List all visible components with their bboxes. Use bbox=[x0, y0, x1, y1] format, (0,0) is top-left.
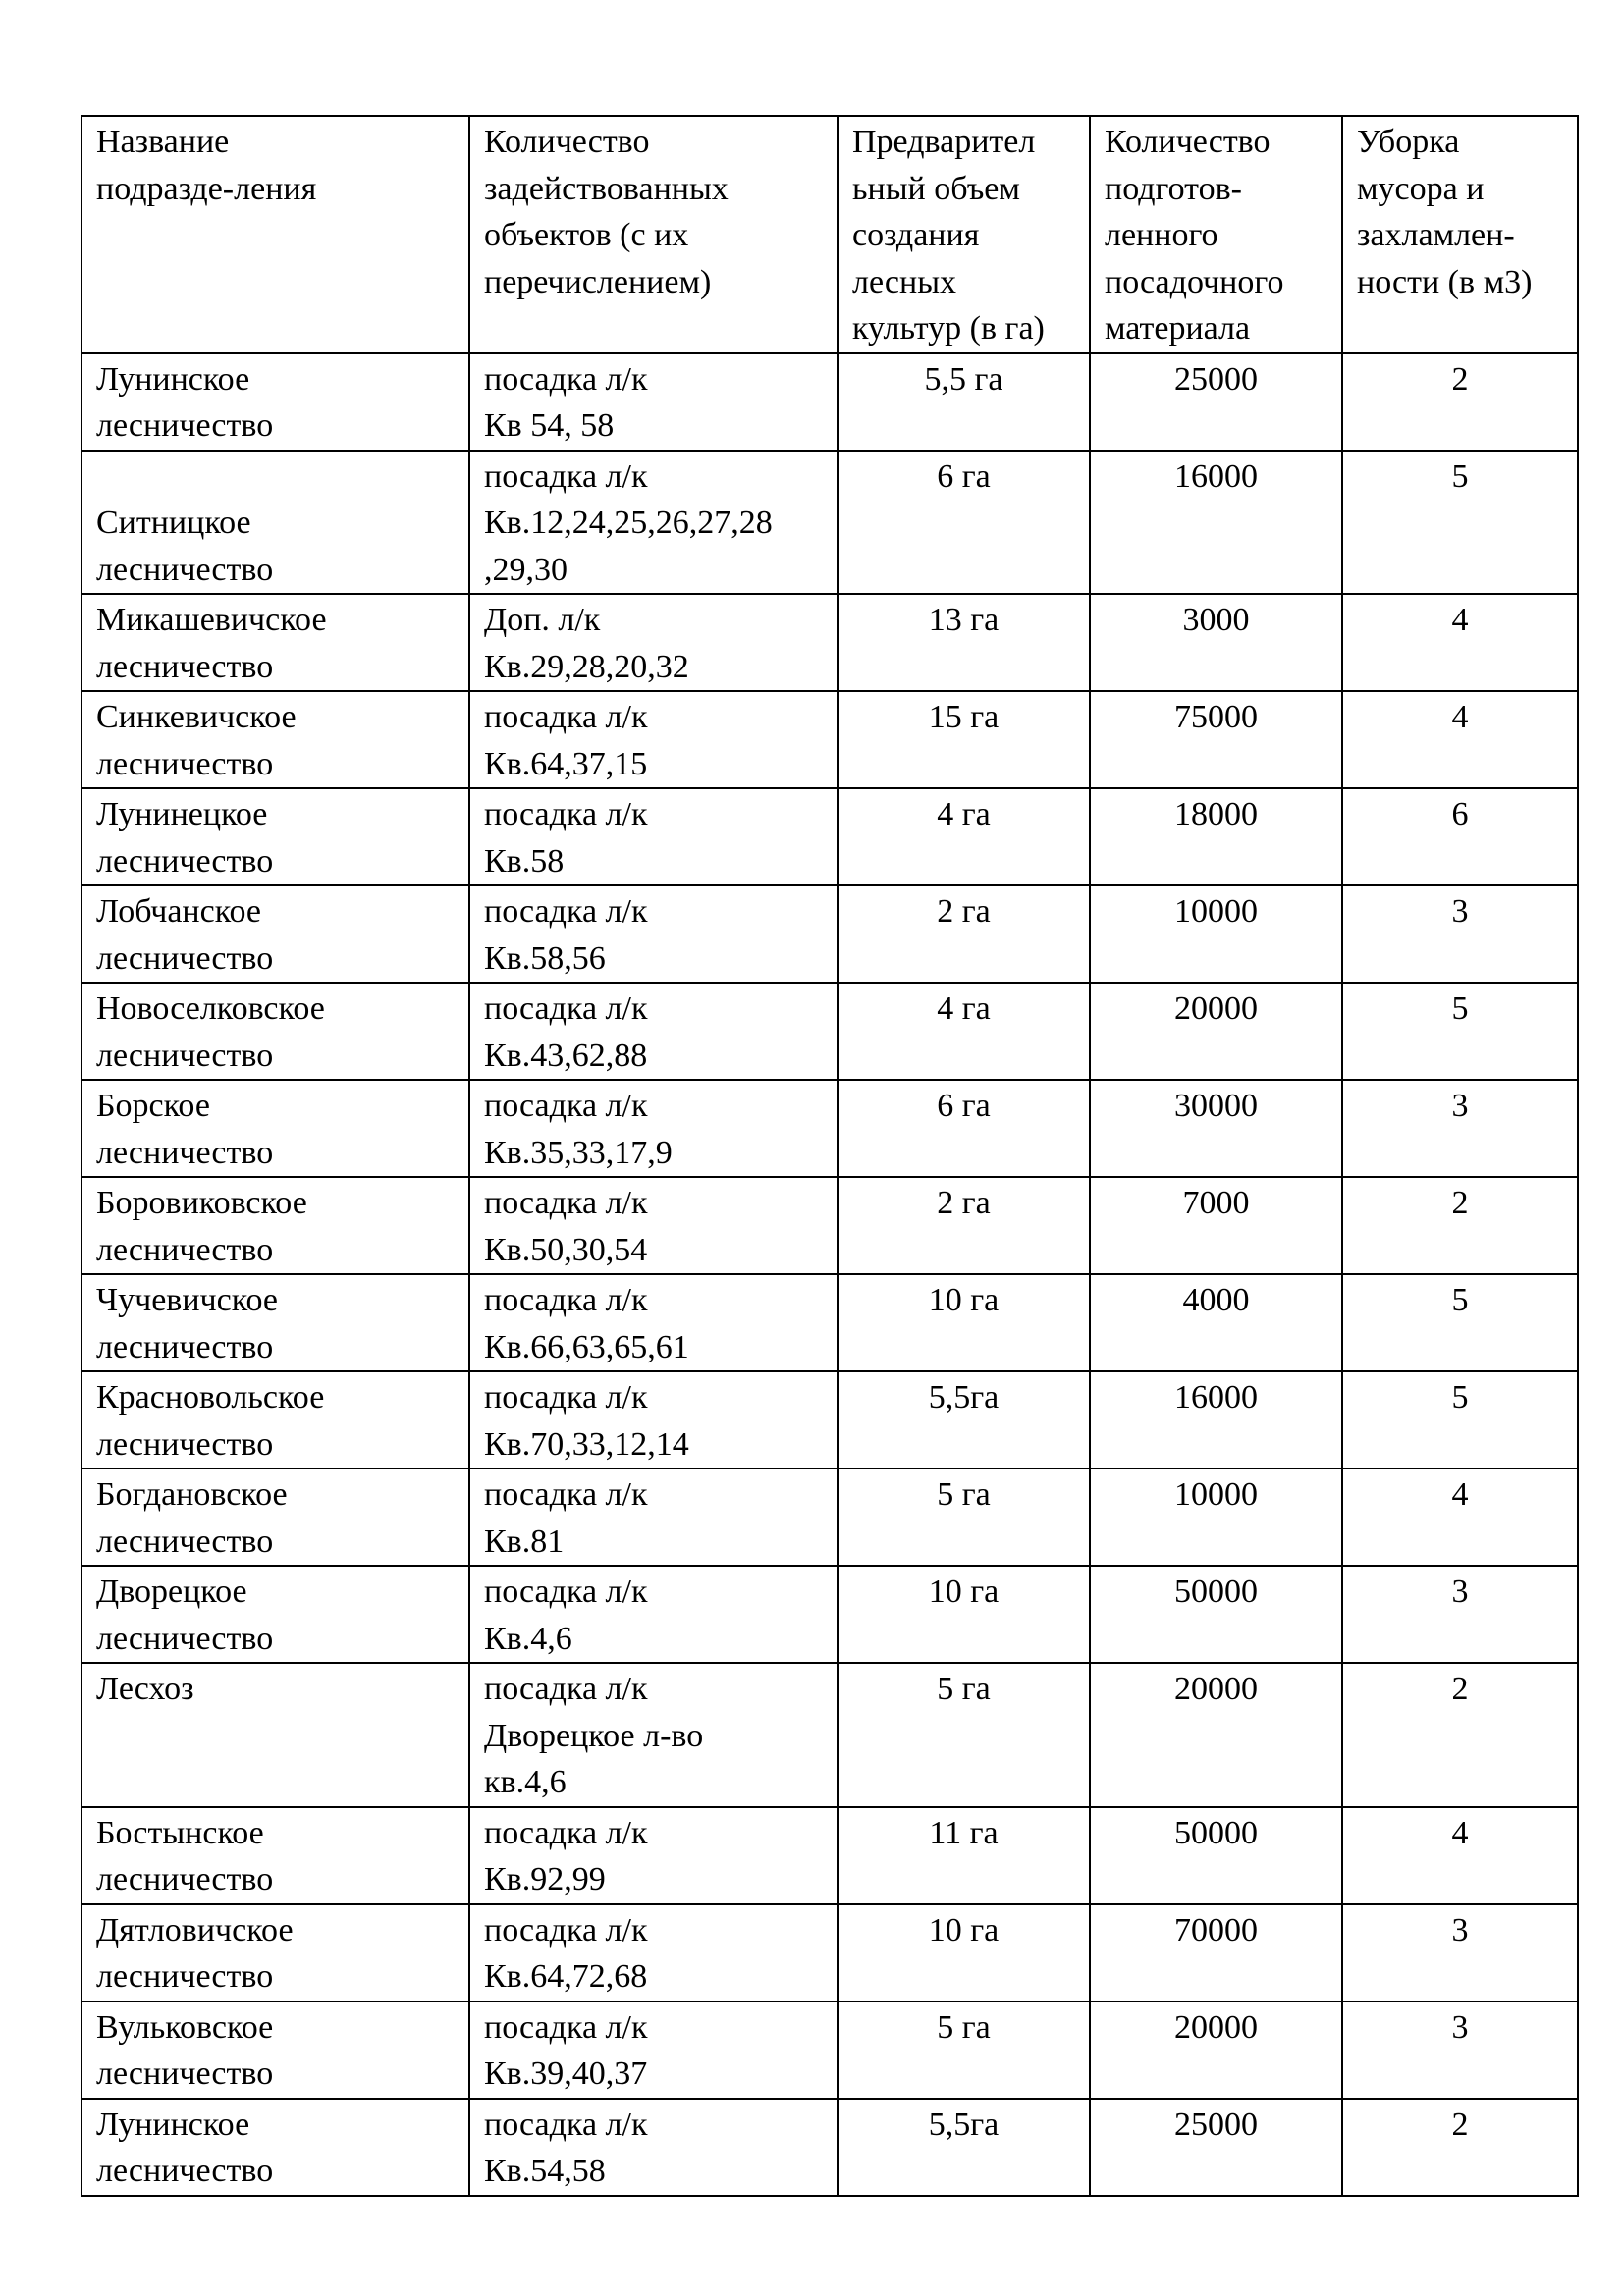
table-row bbox=[81, 1371, 1578, 1468]
division-name-cell bbox=[81, 885, 469, 983]
waste-cell bbox=[1342, 353, 1578, 451]
objects-text: посадка л/к Кв.58,56 bbox=[484, 893, 648, 977]
waste-cell bbox=[1342, 691, 1578, 788]
area-cell bbox=[838, 788, 1090, 885]
division-name-cell bbox=[81, 594, 469, 691]
division-name-text: Красновольское лесничество bbox=[96, 1379, 325, 1463]
waste-text: 5 bbox=[1451, 1282, 1469, 1318]
objects-text: посадка л/к Кв.92,99 bbox=[484, 1814, 648, 1897]
header-cell-area: Предварител ьный объем создания лесных культур (в га) bbox=[838, 116, 1090, 353]
header-cell-division: Название подразде-ления bbox=[81, 116, 469, 353]
division-name-cell bbox=[81, 2099, 469, 2196]
objects-cell bbox=[469, 1807, 838, 1904]
table-row bbox=[81, 1904, 1578, 2002]
division-name-cell bbox=[81, 1371, 469, 1468]
objects-cell bbox=[469, 691, 838, 788]
objects-text: посадка л/к Кв.43,62,88 bbox=[484, 990, 648, 1074]
waste-text: 2 bbox=[1451, 360, 1469, 398]
waste-cell bbox=[1342, 885, 1578, 983]
division-name-text: Боровиковское лесничество bbox=[96, 1185, 307, 1268]
objects-text: посадка л/к Кв 54, 58 bbox=[484, 360, 648, 444]
objects-cell bbox=[469, 1904, 838, 2002]
waste-text: 4 bbox=[1451, 602, 1469, 638]
area-cell bbox=[838, 1177, 1090, 1274]
table-row bbox=[81, 2002, 1578, 2099]
waste-cell bbox=[1342, 2099, 1578, 2196]
seedlings-text: 30000 bbox=[1174, 1088, 1258, 1124]
division-name-text: Вульковское лесничество bbox=[96, 2008, 274, 2092]
objects-text: посадка л/к Кв.50,30,54 bbox=[484, 1185, 648, 1268]
objects-cell bbox=[469, 1080, 838, 1177]
waste-text: 5 bbox=[1451, 990, 1469, 1027]
division-name-text: Дворецкое лесничество bbox=[96, 1574, 274, 1657]
area-cell bbox=[838, 1468, 1090, 1566]
seedlings-text: 10000 bbox=[1174, 893, 1258, 930]
area-text: 10 га bbox=[928, 1282, 1000, 1318]
division-name-cell bbox=[81, 451, 469, 595]
objects-text: посадка л/к Кв.70,33,12,14 bbox=[484, 1379, 689, 1463]
division-name-cell bbox=[81, 1080, 469, 1177]
seedlings-text: 20000 bbox=[1174, 2008, 1258, 2046]
area-cell bbox=[838, 451, 1090, 595]
division-name-text: Борское лесничество bbox=[96, 1088, 274, 1171]
objects-text: посадка л/к Кв.58 bbox=[484, 796, 648, 880]
waste-text: 5 bbox=[1451, 1379, 1469, 1415]
division-name-cell bbox=[81, 1177, 469, 1274]
table-row bbox=[81, 885, 1578, 983]
division-name-cell bbox=[81, 691, 469, 788]
area-cell bbox=[838, 983, 1090, 1080]
objects-cell bbox=[469, 983, 838, 1080]
seedlings-text: 20000 bbox=[1174, 990, 1258, 1027]
area-text: 4 га bbox=[937, 990, 991, 1027]
seedlings-text: 25000 bbox=[1174, 360, 1258, 398]
area-text: 6 га bbox=[937, 1088, 991, 1124]
waste-cell bbox=[1342, 1807, 1578, 1904]
objects-cell bbox=[469, 2002, 838, 2099]
area-text: 11 га bbox=[929, 1814, 999, 1851]
seedlings-cell bbox=[1090, 1807, 1342, 1904]
division-name-cell bbox=[81, 1807, 469, 1904]
waste-cell bbox=[1342, 1468, 1578, 1566]
objects-cell bbox=[469, 353, 838, 451]
waste-text: 3 bbox=[1451, 1088, 1469, 1124]
waste-text: 3 bbox=[1451, 1911, 1469, 1949]
division-name-text: Богдановское лесничество bbox=[96, 1476, 288, 1560]
division-name-text: Новоселковское лесничество bbox=[96, 990, 325, 1074]
division-name-text: Синкевичское лесничество bbox=[96, 699, 297, 782]
forestry-table bbox=[81, 115, 1579, 2197]
waste-cell bbox=[1342, 1274, 1578, 1371]
objects-text: Доп. л/к Кв.29,28,20,32 bbox=[484, 602, 689, 685]
division-name-cell bbox=[81, 1468, 469, 1566]
objects-cell bbox=[469, 788, 838, 885]
division-name-text: Лобчанское лесничество bbox=[96, 893, 274, 977]
objects-text: посадка л/к Кв.64,37,15 bbox=[484, 699, 648, 782]
seedlings-text: 10000 bbox=[1174, 1476, 1258, 1513]
area-cell bbox=[838, 1807, 1090, 1904]
seedlings-text: 75000 bbox=[1174, 699, 1258, 735]
division-name-cell bbox=[81, 353, 469, 451]
table-row bbox=[81, 1274, 1578, 1371]
table-row bbox=[81, 788, 1578, 885]
header-cell-objects: Количество задействованных объектов (с их перечислением) bbox=[469, 116, 838, 353]
division-name-text: Лесхоз bbox=[96, 1671, 194, 1707]
objects-cell bbox=[469, 2099, 838, 2196]
objects-cell bbox=[469, 1371, 838, 1468]
objects-cell bbox=[469, 1274, 838, 1371]
table-row bbox=[81, 1663, 1578, 1807]
objects-cell bbox=[469, 885, 838, 983]
table-header-row bbox=[81, 116, 1578, 353]
objects-text: посадка л/к Кв.54,58 bbox=[484, 2106, 648, 2189]
waste-cell bbox=[1342, 594, 1578, 691]
area-cell bbox=[838, 1663, 1090, 1807]
objects-text: посадка л/к Кв.64,72,68 bbox=[484, 1911, 648, 1995]
seedlings-cell bbox=[1090, 885, 1342, 983]
waste-cell bbox=[1342, 1371, 1578, 1468]
area-text: 5,5га bbox=[928, 2106, 1000, 2143]
division-name-text: Ситницкое лесничество bbox=[96, 505, 274, 588]
objects-text: посадка л/к Кв.66,63,65,61 bbox=[484, 1282, 689, 1365]
seedlings-cell bbox=[1090, 1371, 1342, 1468]
waste-cell bbox=[1342, 451, 1578, 595]
division-name-text: Бостынское лесничество bbox=[96, 1814, 274, 1897]
area-cell bbox=[838, 691, 1090, 788]
seedlings-text: 7000 bbox=[1182, 1185, 1250, 1221]
seedlings-text: 18000 bbox=[1174, 796, 1258, 832]
objects-text: посадка л/к Кв.35,33,17,9 bbox=[484, 1088, 673, 1171]
table-row bbox=[81, 691, 1578, 788]
waste-text: 4 bbox=[1451, 1814, 1469, 1851]
seedlings-cell bbox=[1090, 691, 1342, 788]
table-row bbox=[81, 1080, 1578, 1177]
seedlings-cell bbox=[1090, 594, 1342, 691]
area-text: 15 га bbox=[928, 699, 1000, 735]
seedlings-cell bbox=[1090, 2099, 1342, 2196]
seedlings-text: 16000 bbox=[1174, 1379, 1258, 1415]
objects-cell bbox=[469, 1566, 838, 1663]
area-cell bbox=[838, 2002, 1090, 2099]
waste-text: 4 bbox=[1451, 1476, 1469, 1513]
seedlings-cell bbox=[1090, 1468, 1342, 1566]
waste-text: 6 bbox=[1451, 796, 1469, 832]
division-name-text: Лунинецкое лесничество bbox=[96, 796, 274, 880]
waste-cell bbox=[1342, 1566, 1578, 1663]
seedlings-cell bbox=[1090, 451, 1342, 595]
division-name-cell bbox=[81, 1566, 469, 1663]
waste-cell bbox=[1342, 1177, 1578, 1274]
objects-cell bbox=[469, 1468, 838, 1566]
division-name-text: Дятловичское лесничество bbox=[96, 1911, 294, 1995]
area-cell bbox=[838, 1274, 1090, 1371]
area-text: 2 га bbox=[937, 1185, 991, 1221]
division-name-cell bbox=[81, 2002, 469, 2099]
waste-text: 2 bbox=[1451, 1185, 1469, 1221]
area-text: 4 га bbox=[937, 796, 991, 832]
table-row bbox=[81, 1807, 1578, 1904]
table-row bbox=[81, 451, 1578, 595]
seedlings-text: 20000 bbox=[1174, 1671, 1258, 1707]
division-name-text: Лунинское лесничество bbox=[96, 2106, 274, 2189]
seedlings-text: 25000 bbox=[1174, 2106, 1258, 2143]
objects-text: посадка л/к Дворецкое л-во кв.4,6 bbox=[484, 1671, 704, 1800]
waste-cell bbox=[1342, 788, 1578, 885]
area-cell bbox=[838, 1904, 1090, 2002]
waste-text: 5 bbox=[1451, 457, 1469, 495]
table-row bbox=[81, 353, 1578, 451]
area-text: 5,5га bbox=[928, 1379, 1000, 1415]
area-cell bbox=[838, 594, 1090, 691]
waste-text: 4 bbox=[1451, 699, 1469, 735]
division-name-cell bbox=[81, 1663, 469, 1807]
table-row bbox=[81, 983, 1578, 1080]
seedlings-cell bbox=[1090, 1274, 1342, 1371]
division-name-cell bbox=[81, 1274, 469, 1371]
waste-cell bbox=[1342, 1663, 1578, 1807]
header-cell-waste: Уборка мусора и захламлен- ности (в м3) bbox=[1342, 116, 1578, 353]
waste-cell bbox=[1342, 1904, 1578, 2002]
area-text: 10 га bbox=[928, 1574, 1000, 1610]
waste-text: 3 bbox=[1451, 1574, 1469, 1610]
area-text: 6 га bbox=[937, 457, 991, 495]
waste-cell bbox=[1342, 1080, 1578, 1177]
division-name-text: Микашевичское лесничество bbox=[96, 602, 327, 685]
waste-text: 2 bbox=[1451, 1671, 1469, 1707]
seedlings-cell bbox=[1090, 1663, 1342, 1807]
area-cell bbox=[838, 2099, 1090, 2196]
area-cell bbox=[838, 885, 1090, 983]
division-name-text: Лунинское лесничество bbox=[96, 360, 274, 444]
seedlings-cell bbox=[1090, 2002, 1342, 2099]
division-name-cell bbox=[81, 788, 469, 885]
forestry-table-body bbox=[81, 116, 1578, 2196]
seedlings-cell bbox=[1090, 788, 1342, 885]
table-row bbox=[81, 2099, 1578, 2196]
objects-text: посадка л/к Кв.12,24,25,26,27,28 ,29,30 bbox=[484, 457, 773, 588]
seedlings-text: 3000 bbox=[1182, 602, 1250, 638]
seedlings-text: 70000 bbox=[1174, 1911, 1258, 1949]
seedlings-cell bbox=[1090, 983, 1342, 1080]
seedlings-cell bbox=[1090, 1080, 1342, 1177]
seedlings-text: 4000 bbox=[1182, 1282, 1250, 1318]
area-cell bbox=[838, 353, 1090, 451]
seedlings-cell bbox=[1090, 353, 1342, 451]
area-text: 10 га bbox=[928, 1911, 1000, 1949]
waste-text: 2 bbox=[1451, 2106, 1469, 2143]
seedlings-text: 16000 bbox=[1174, 457, 1258, 495]
seedlings-cell bbox=[1090, 1566, 1342, 1663]
objects-cell bbox=[469, 451, 838, 595]
objects-cell bbox=[469, 594, 838, 691]
waste-text: 3 bbox=[1451, 893, 1469, 930]
area-text: 5 га bbox=[937, 1671, 991, 1707]
objects-cell bbox=[469, 1177, 838, 1274]
table-row bbox=[81, 1566, 1578, 1663]
objects-cell bbox=[469, 1663, 838, 1807]
area-text: 2 га bbox=[937, 893, 991, 930]
waste-cell bbox=[1342, 983, 1578, 1080]
area-text: 5 га bbox=[937, 2008, 991, 2046]
seedlings-text: 50000 bbox=[1174, 1814, 1258, 1851]
area-cell bbox=[838, 1371, 1090, 1468]
objects-text: посадка л/к Кв.39,40,37 bbox=[484, 2008, 648, 2092]
waste-cell bbox=[1342, 2002, 1578, 2099]
area-text: 13 га bbox=[928, 602, 1000, 638]
table-row bbox=[81, 1177, 1578, 1274]
area-cell bbox=[838, 1080, 1090, 1177]
division-name-cell bbox=[81, 1904, 469, 2002]
area-text: 5 га bbox=[937, 1476, 991, 1513]
header-cell-seedlings: Количество подготов- ленного посадочного материала bbox=[1090, 116, 1342, 353]
area-cell bbox=[838, 1566, 1090, 1663]
division-name-text: Чучевичское лесничество bbox=[96, 1282, 279, 1365]
area-text: 5,5 га bbox=[924, 360, 1003, 398]
table-row bbox=[81, 594, 1578, 691]
objects-text: посадка л/к Кв.81 bbox=[484, 1476, 648, 1560]
waste-text: 3 bbox=[1451, 2008, 1469, 2046]
table-row bbox=[81, 1468, 1578, 1566]
seedlings-cell bbox=[1090, 1177, 1342, 1274]
objects-text: посадка л/к Кв.4,6 bbox=[484, 1574, 648, 1657]
seedlings-cell bbox=[1090, 1904, 1342, 2002]
seedlings-text: 50000 bbox=[1174, 1574, 1258, 1610]
division-name-cell bbox=[81, 983, 469, 1080]
